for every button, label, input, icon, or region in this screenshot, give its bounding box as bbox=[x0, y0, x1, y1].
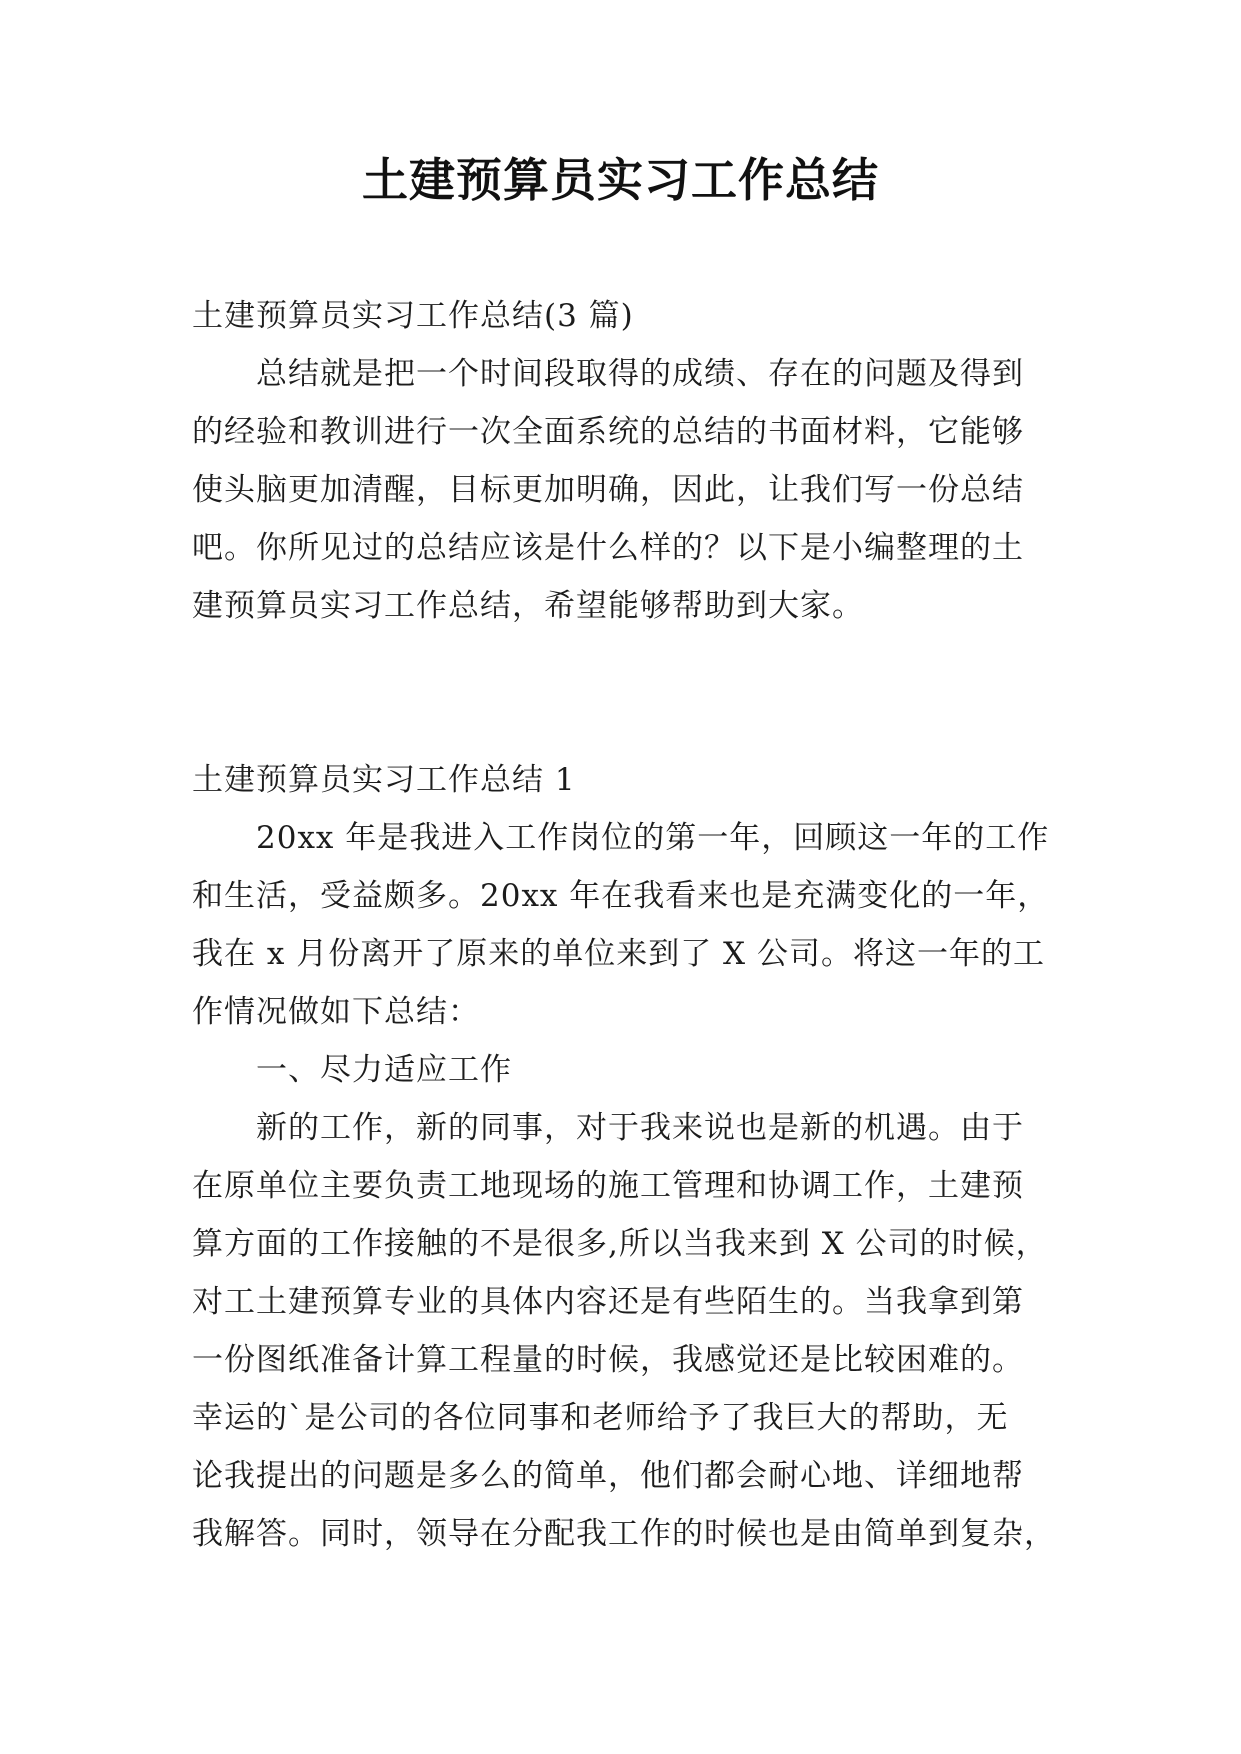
body-line: 总结就是把一个时间段取得的成绩、存在的问题及得到 bbox=[256, 356, 1024, 392]
body-line: 我解答。同时，领导在分配我工作的时候也是由简单到复杂， bbox=[192, 1516, 1056, 1552]
body-line: 算方面的工作接触的不是很多,所以当我来到 X 公司的时候， bbox=[192, 1226, 1048, 1262]
subtitle-line: 土建预算员实习工作总结(3 篇) bbox=[192, 298, 634, 334]
body-line: 建预算员实习工作总结，希望能够帮助到大家。 bbox=[192, 588, 864, 624]
section-heading: 土建预算员实习工作总结 1 bbox=[192, 762, 576, 798]
body-line: 一份图纸准备计算工程量的时候，我感觉还是比较困难的。 bbox=[192, 1342, 1024, 1378]
body-line: 在原单位主要负责工地现场的施工管理和协调工作，土建预 bbox=[192, 1168, 1024, 1204]
body-line: 我在 x 月份离开了原来的单位来到了 X 公司。将这一年的工 bbox=[192, 936, 1045, 972]
subsection-heading: 一、尽力适应工作 bbox=[256, 1052, 512, 1088]
body-line: 作情况做如下总结： bbox=[192, 994, 480, 1030]
body-line: 对工土建预算专业的具体内容还是有些陌生的。当我拿到第 bbox=[192, 1284, 1024, 1320]
body-line: 新的工作，新的同事，对于我来说也是新的机遇。由于 bbox=[256, 1110, 1024, 1146]
body-line: 论我提出的问题是多么的简单，他们都会耐心地、详细地帮 bbox=[192, 1458, 1024, 1494]
body-line: 使头脑更加清醒，目标更加明确，因此，让我们写一份总结 bbox=[192, 472, 1024, 508]
body-line: 的经验和教训进行一次全面系统的总结的书面材料，它能够 bbox=[192, 414, 1024, 450]
body-line: 20xx 年是我进入工作岗位的第一年，回顾这一年的工作 bbox=[256, 820, 1050, 856]
document-title: 土建预算员实习工作总结 bbox=[362, 153, 879, 207]
body-line: 幸运的`是公司的各位同事和老师给予了我巨大的帮助，无 bbox=[192, 1400, 1009, 1436]
body-line: 吧。你所见过的总结应该是什么样的？以下是小编整理的土 bbox=[192, 530, 1024, 566]
body-line: 和生活，受益颇多。20xx 年在我看来也是充满变化的一年， bbox=[192, 878, 1050, 914]
